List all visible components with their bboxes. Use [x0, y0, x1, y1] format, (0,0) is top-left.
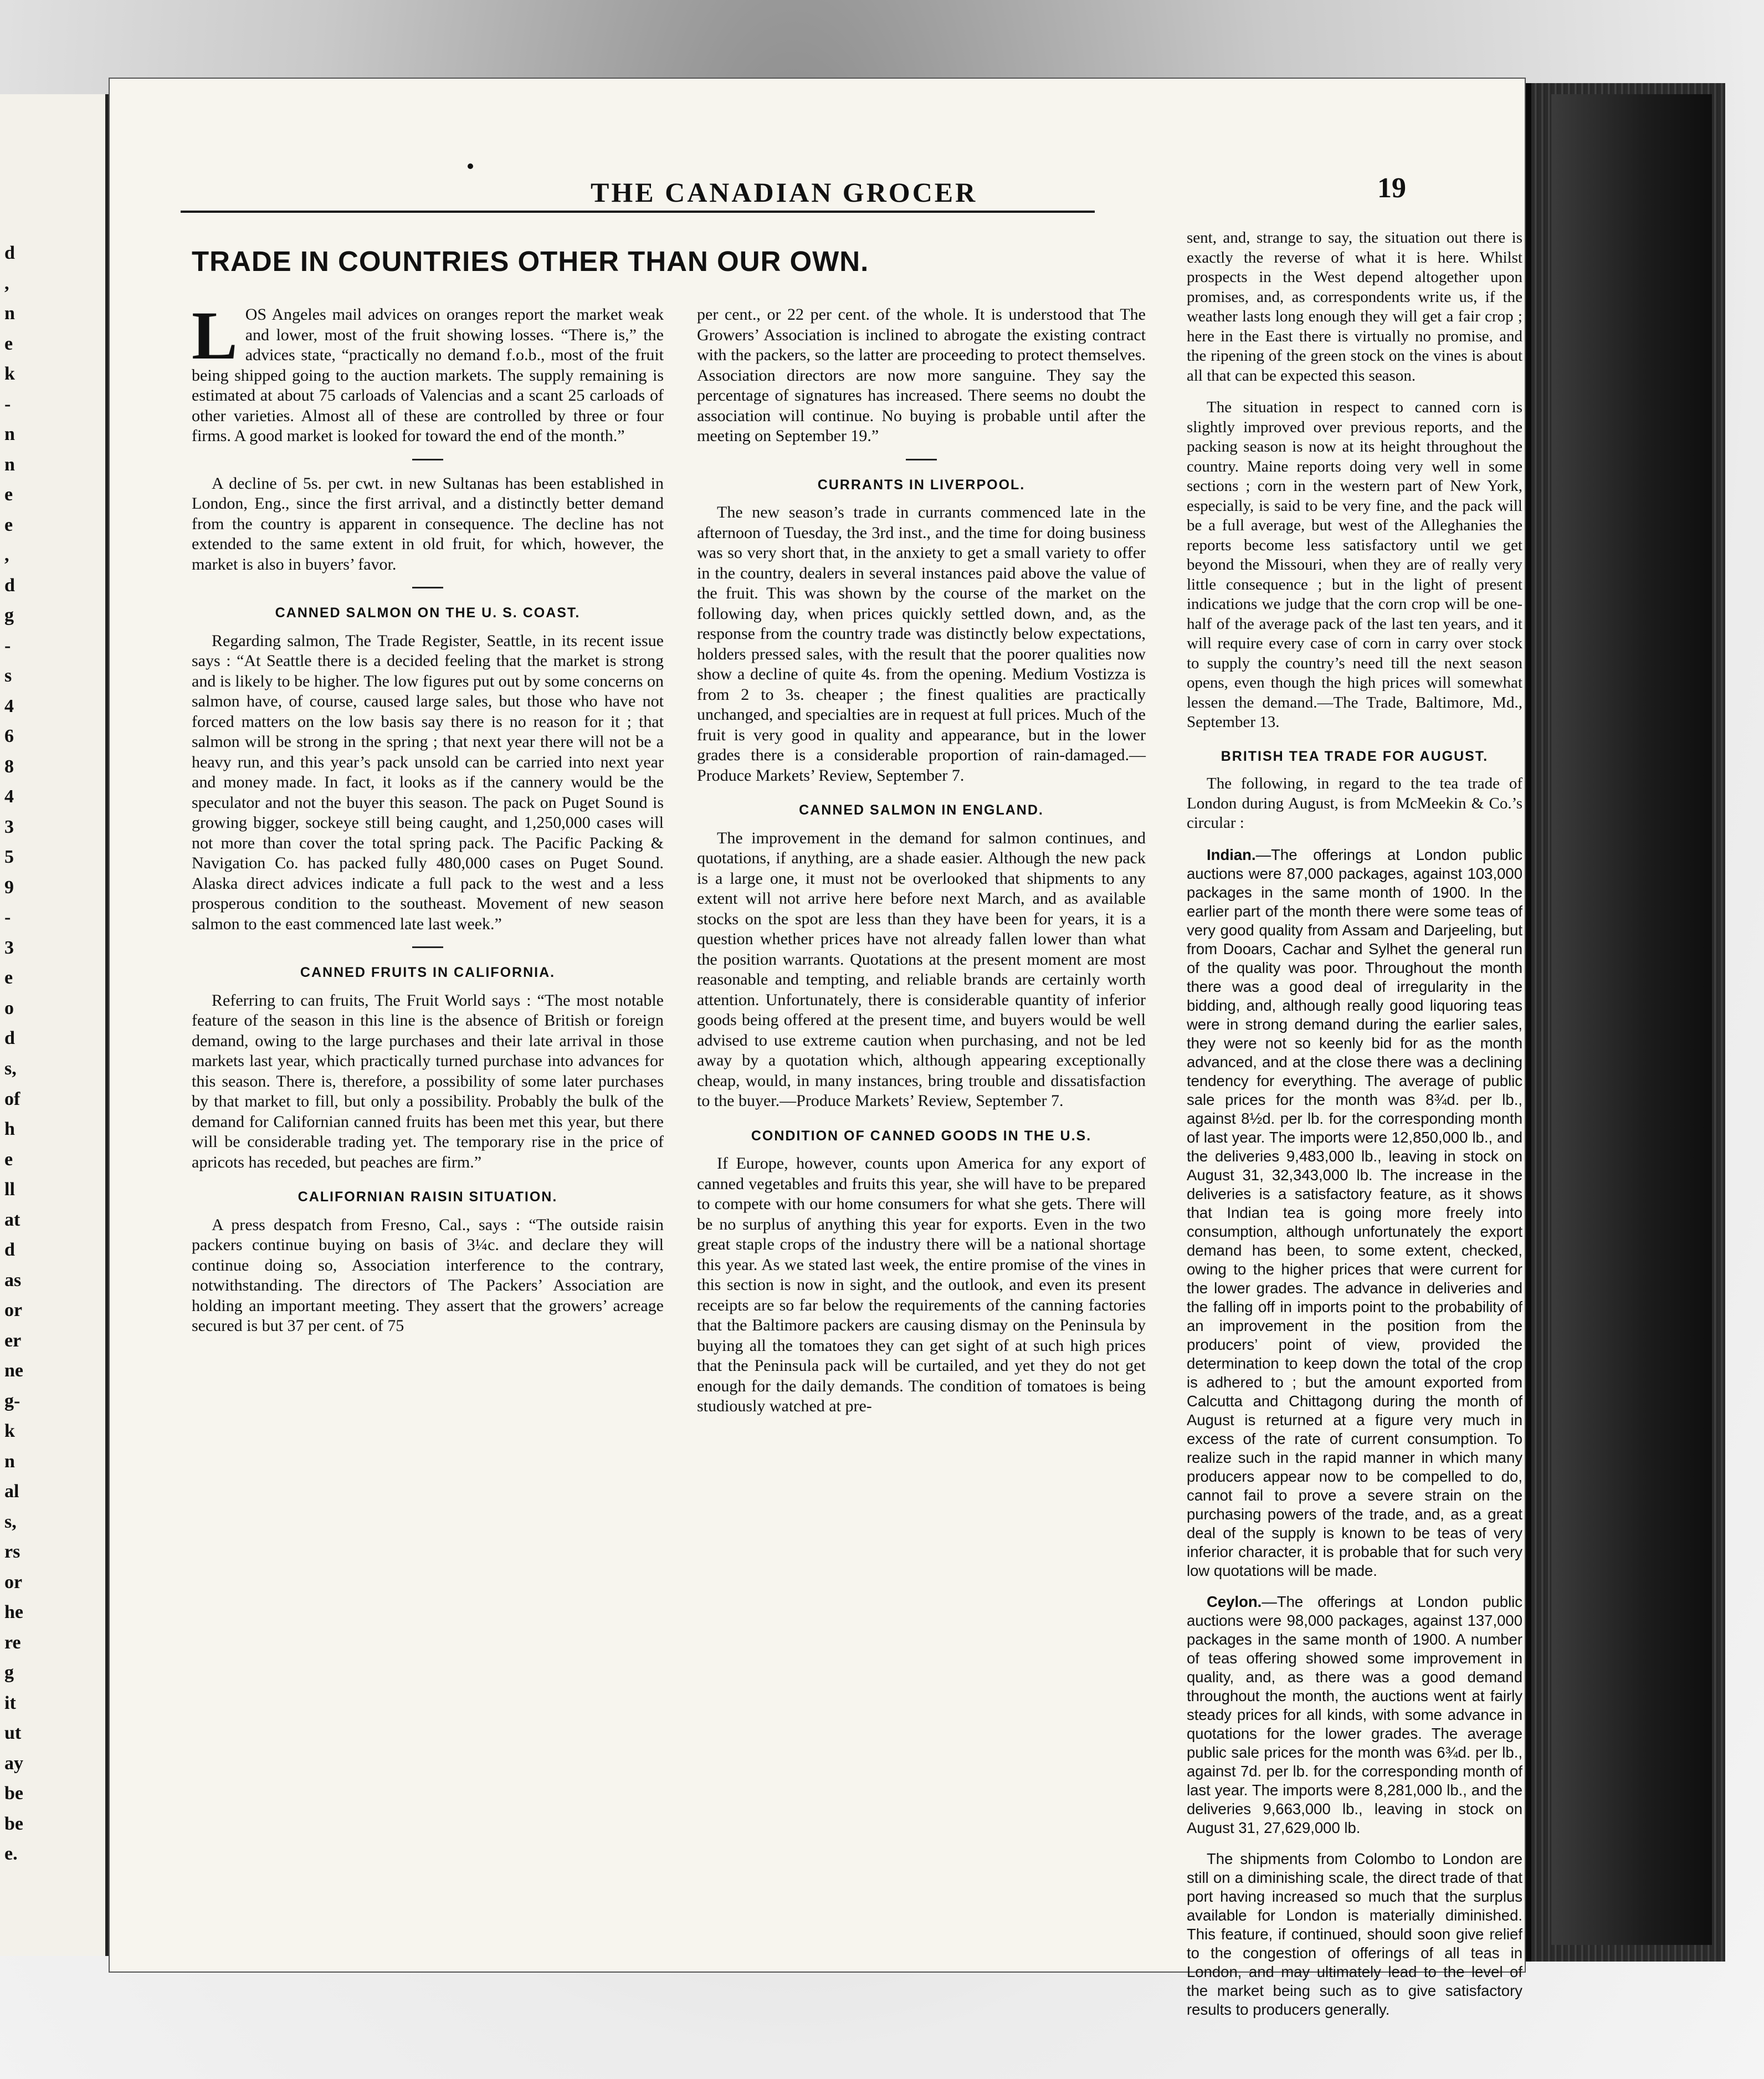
left-page-fragment: s,	[4, 1058, 17, 1079]
left-page-fragment: k	[4, 363, 15, 385]
article-tea-intro: The following, in regard to the tea trade of London during August, is from McMeekin & Co.’s circular :	[1187, 775, 1522, 832]
left-page-fragment: he	[4, 1602, 23, 1623]
left-page-fragment: d	[4, 243, 15, 263]
left-page-fragment: ne	[4, 1360, 23, 1381]
left-page-fragment: e.	[4, 1844, 18, 1865]
left-page-fragment: 8	[4, 756, 14, 777]
subhead-salmon-england: CANNED SALMON IN ENGLAND.	[799, 802, 1044, 818]
article-salmon-us: Regarding salmon, The Trade Register, Seattle, in its recent issue says : “At Seattle there is a decided feeling that the market is strong and is likely to be higher. The low figures put out by some concerns on salmon have, of course, caused large sales, but those who have not forced matters on the low basis say there is no reason for it ; that salmon will be strong in the spring ; that next year there will not be a heavy run, and this year’s pack unsold can be carried into next year and money made. In fact, it looks as if the cannery would be the speculator and not the buyer this season. The pack on Puget Sound is growing bigger, sockeye still being caught, and 1,250,000 cases will not more than cover the total spring pack. The Pacific Packing & Navigation Co. has packed fully 480,000 cases on Puget Sound. Alaska direct advices indicate a full pack to the west and a less prosperous condition to the southeast. Movement of new season salmon to the east commenced late last week.”	[192, 631, 664, 933]
left-page-fragment: e	[4, 514, 13, 535]
tea-ceylon	[1187, 1592, 1522, 1837]
left-page-fragment: s	[4, 665, 12, 687]
section-rule	[906, 459, 937, 460]
article-currants: The new season’s trade in currants commenced late in the afternoon of Tuesday, the 3rd inst., and the time for doing business was so very short that, in the anxiety to get a small variety to offer in the country, dealers in several instances paid above the value of the fruit. This was shown by the course of the market on the following day, when prices quickly settled down, and, as the response from the country trade was distinctly below expectations, holders pressed sales, with the result that the poorer qualities now show a decline of quite 4s. from the opening. Medium Vostizza is from 2 to 3s. cheaper ; the finest qualities are practically unchanged, and specialties are in request at full prices. Much of the fruit is very good in quality and appearance, but in the lower grades there is a considerable proportion of rain-damaged.—Produce Markets’ Review, September 7.	[697, 503, 1146, 785]
left-page-fragment: e	[4, 967, 13, 989]
column-3	[1187, 228, 1522, 2031]
left-page-fragment: h	[4, 1119, 15, 1140]
left-page-fragment: 3	[4, 816, 14, 837]
tea-colombo: The shipments from Colombo to London are still on a diminishing scale, the direct trade of that port having increased so much that the surplus available for London is materially diminished. This feature, if continued, should soon give relief to the congestion of offerings of all teas in London, and may ultimately lead to the level of the market being such as to give satisfactory results to producers generally.	[1187, 1850, 1522, 2018]
left-page-fragment: be	[4, 1813, 23, 1834]
left-page-fragment: 3	[4, 937, 14, 958]
article-oranges-text: OS Angeles mail advices on oranges report the market weak and lower, most of the fruit showing losses. “There is,” the advices state, “practically no demand f.o.b., most of the fruit being shipped going to the auction markets. The supply remaining is estimated at about 75 carloads of Valencias and a scant 25 carloads of other varieties. Almost all of these are controlled by three or four firms. A good market is looked for toward the end of the month.”	[192, 305, 664, 445]
left-page-fragment: of	[4, 1088, 20, 1109]
page-number: 19	[1377, 172, 1406, 204]
left-page-fragment: as	[4, 1269, 22, 1291]
subhead-currants: CURRANTS IN LIVERPOOL.	[817, 477, 1025, 493]
tea-ceylon-text: —The offerings at London public auctions were 98,000 packages, against 137,000 packages in the same month of 1900. A number of teas offering showed some improvement in quality, and, as there was a good demand throughout the month, the auctions went at fairly steady prices for all kinds, with some advance in quotations for the lower grades. The average public sale prices for the month was 6¾d. per lb., against 7d. per lb. for the corresponding month of last year. The imports were 8,281,000 lb., and the deliveries 9,663,000 lb., leaving in stock on August 31, 27,629,000 lb.	[1187, 1592, 1522, 1836]
left-page-fragment: or	[4, 1300, 23, 1321]
left-page-fragment: n	[4, 1451, 15, 1472]
left-page-fragment: -	[4, 907, 11, 928]
section-rule	[412, 459, 443, 460]
left-page-fragment: al	[4, 1481, 19, 1502]
left-page-fragment: n	[4, 303, 15, 324]
left-page-fragment: e	[4, 333, 13, 354]
left-page-fragment: e	[4, 484, 13, 505]
left-page-fragment: ,	[4, 273, 9, 294]
section-rule	[412, 946, 443, 948]
article-condition: If Europe, however, counts upon America for any export of canned vegetables and fruits this year, she will have to be prepared to compete with our home consumers for what she gets. There will be no surplus of anything this year for exports. Even in the two great staple crops of the industry there will be a national shortage this year. As we stated last week, the entire promise of the vines in this section is now in sight, and the outlook, and even its present receipts are so far below the requirements of the canning factories that the Baltimore packers are causing dismay on the Peninsula by buying all the tomatoes they can get sight of at such high prices that the Peninsula pack will be curtailed, and yet they do not get enough for the daily demands. The condition of tomatoes is being studiously watched at pre-	[697, 1154, 1146, 1415]
article-fruits-california: Referring to can fruits, The Fruit World says : “The most notable feature of the season in this line is the absence of British or foreign demand, owing to the large purchases and their late arrival in those markets last year, which practically turned purchase into advances for this season. There is, therefore, a possibility of some later purchases by that market to fill, but only a possibility. Probably the bulk of the demand for Californian canned fruits has been met this year, but there will be considerable trading yet. The temporary rise in the price of apricots has receded, but peaches are firm.”	[192, 991, 664, 1171]
left-page-fragment: ut	[4, 1723, 22, 1744]
left-page-fragment: er	[4, 1330, 22, 1351]
drop-cap: L	[192, 298, 238, 373]
article-condition-continued: sent, and, strange to say, the situation out there is exactly the reverse of what it is here. Whilst prospects in the West depend altogether upon promises, and, as correspondents write us, if the weather lasts long enough they will get a fair crop ; here in the East there is virtually no promise, and the ripening of the green stock on the vines is about all that can be expected this season.	[1187, 229, 1522, 385]
left-page-fragment: s,	[4, 1511, 17, 1532]
header-dot	[468, 163, 473, 169]
tea-report	[1187, 846, 1522, 2019]
left-page-edge	[0, 94, 109, 1956]
left-page-fragment: 6	[4, 726, 14, 747]
article-raisin-continued: per cent., or 22 per cent. of the whole. It is understood that The Growers’ Association is inclined to abrogate the existing contract with the packers, so the latter are proceeding to protect themselves. Association directors are now more sanguine. They say the percentage of signatures has increased. There seems no doubt the association will continue. No buying is probable until after the meeting on September 19.”	[697, 305, 1146, 445]
tea-indian	[1187, 846, 1522, 1580]
left-page-fragment: at	[4, 1209, 20, 1230]
section-rule	[412, 587, 443, 588]
article-oranges	[192, 298, 664, 447]
left-page-fragment: 5	[4, 847, 14, 868]
left-page-fragment: be	[4, 1783, 23, 1804]
subhead-tea: BRITISH TEA TRADE FOR AUGUST.	[1221, 748, 1489, 764]
left-page-fragment: ll	[4, 1179, 15, 1200]
left-page-fragment: ay	[4, 1753, 23, 1774]
tea-ceylon-lead: Ceylon.	[1207, 1592, 1262, 1610]
left-page-fragment: -	[4, 635, 11, 656]
newspaper-page	[109, 78, 1526, 2018]
subhead-raisin: CALIFORNIAN RAISIN SITUATION.	[298, 1189, 558, 1205]
left-page-fragment: -	[4, 393, 11, 414]
left-page-fragment: o	[4, 997, 14, 1018]
main-headline: TRADE IN COUNTRIES OTHER THAN OUR OWN.	[192, 245, 869, 277]
subhead-condition: CONDITION OF CANNED GOODS IN THE U.S.	[751, 1128, 1092, 1144]
tea-indian-lead: Indian.	[1207, 846, 1256, 863]
subhead-fruits-california: CANNED FRUITS IN CALIFORNIA.	[300, 965, 556, 980]
subhead-salmon-us: CANNED SALMON ON THE U. S. COAST.	[275, 605, 581, 621]
left-page-fragment: g	[4, 1662, 14, 1683]
left-page-fragment: n	[4, 454, 15, 475]
left-page-fragment: k	[4, 1421, 15, 1442]
tea-indian-text: —The offerings at London public auctions were 87,000 packages, against 103,000 packages in the same month of 1900. In the earlier part of the month there were some teas of very good quality from Assam and Darjeeling, but from Dooars, Cachar and Sylhet the general run of the quality was poor. Throughout the month there was a good deal of irregularity in the bidding, and, although really good liquoring teas were in strong demand during the earlier sales, they were not so keenly bid for as the month advanced, and at the close there was a declining tendency for everything. The average of public sale prices for the month was 8¾d. per lb., against 8½d. per lb. for the corresponding month of last year. The imports were 12,850,000 lb., and the deliveries 9,483,000 lb., leaving in stock on August 31, 32,343,000 lb. The increase in the deliveries is a satisfactory feature, as it shows that Indian tea is going more freely into consumption, although unfortunately the export demand has been, to some extent, checked, owing to the higher prices that were current for the lower grades. The advance in deliveries and the falling off in imports point to the probability of an improvement in the position from the producers’ point of view, provided the determination to keep down the total of the crop is adhered to ; but the amount exported from Calcutta and Chittagong during the month of August is returned at a figure very much in excess of the rate of current consumption. To realize such in the rapid manner in which many producers appear now to be compelled to do, cannot fail to prove a severe strain on the purchasing powers of the trade, and, as a great deal of the supply is known to be teas of very inferior character, it is probable that for such very low quotations will be made.	[1187, 846, 1522, 1579]
book-binding	[1551, 94, 1712, 1945]
left-page-fragment: ,	[4, 545, 9, 566]
column-2	[697, 305, 1146, 1429]
article-raisin: A press despatch from Fresno, Cal., says : “The outside raisin packers continue buying on basis of 3¼c. and declare they will continue doing so, Association interference to the contrary, notwithstanding. The directors of The Packers’ Association are holding an important meeting. They assert that the growers’ acreage secured is but 37 per cent. of 75	[192, 1215, 664, 1335]
left-page-fragment: or	[4, 1571, 23, 1592]
header-rule	[181, 211, 1095, 213]
left-page-fragment: n	[4, 424, 15, 445]
left-page-fragment: g	[4, 605, 14, 626]
left-page-fragment: e	[4, 1149, 13, 1170]
journal-title: THE CANADIAN GROCER	[591, 177, 978, 208]
article-sultanas: A decline of 5s. per cwt. in new Sultanas has been established in London, Eng., since the first arrival, and a distinctly better demand from the country is apparent in consequence. The decline has not extended to the same extent in old fruit, for which, however, the market is also in buyers’ favor.	[192, 474, 664, 573]
left-page-fragment: it	[4, 1692, 16, 1713]
column-1	[192, 298, 664, 1349]
article-salmon-england: The improvement in the demand for salmon continues, and quotations, if anything, are a shade easier. Although the new pack is a large one, it must not be overlooked that shipments to any extent will not arrive here before next March, and as available stocks on the spot are less than they have been for years, it is a question whether prices have not already fallen lower than what the position warrants. Quotations at the present moment are most reasonable and tempting, and reliable brands are certainly worth attention. Unfortunately, there is considerable quantity of inferior goods being offered at the present time, and buyers would be well advised to use extreme caution when purchasing, and not be led away by a quotation which, although appearing exceptionally cheap, would, in many instances, bring trouble and dissatisfaction to the buyer.—Produce Markets’ Review, September 7.	[697, 828, 1146, 1110]
left-page-fragment: 4	[4, 695, 14, 716]
left-page-fragment: re	[4, 1632, 21, 1653]
left-page-fragment: rs	[4, 1542, 20, 1563]
article-corn: The situation in respect to canned corn is slightly improved over previous reports, and the packing season is now at its height throughout the country. Maine reports doing very well in some sections ; corn in the western part of New York, especially, is said to be very fine, and the pack will be a full average, but west of the Alleghanies the reports become less satisfactory until we get beyond the Missouri, when they are of really very little consequence ; but in the light of present indications we judge that the corn crop will be one-half of the average pack of the last ten years, and it will require every case of corn in carry over stock to supply the country’s need till the next season opens, even though the high prices will somewhat lessen the demand.—The Trade, Baltimore, Md., September 13.	[1187, 398, 1522, 731]
left-page-fragment: d	[4, 1240, 15, 1261]
left-page-fragment: 9	[4, 877, 14, 898]
left-page-fragment: d	[4, 1028, 15, 1049]
left-page-fragment: 4	[4, 786, 14, 807]
left-page-fragment: d	[4, 575, 15, 596]
left-page-fragment: g-	[4, 1390, 20, 1411]
